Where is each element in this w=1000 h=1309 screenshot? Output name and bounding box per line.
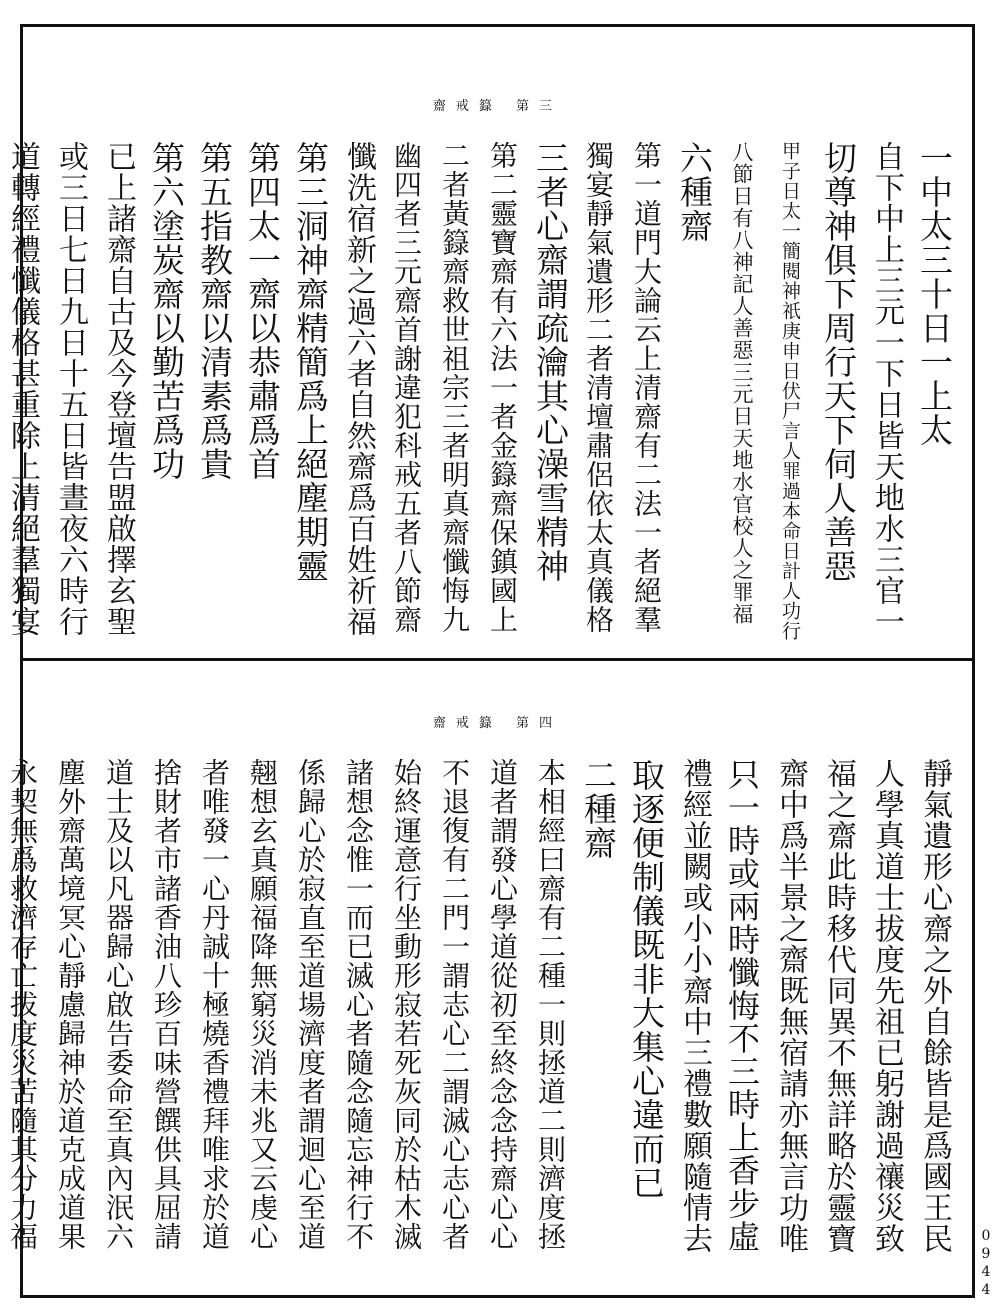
text-column: 只一時或兩時懺悔不三時上香步虛	[723, 758, 761, 1253]
text-column: 道士及以凡器歸心啟告委命至真內泯六	[102, 758, 135, 1251]
text-column: 取逐便制儀既非大集心違而已	[627, 758, 666, 1200]
text-column: 六種齋	[675, 141, 714, 243]
text-column: 者唯發一心丹誠十極燒香禮拜唯求於道	[198, 758, 231, 1251]
text-column: 始終運意行坐動形寂若死灰同於枯木滅	[390, 758, 423, 1251]
text-column: 翹想玄真願福降無窮災消未兆又云虔心	[246, 758, 279, 1251]
text-column: 係歸心於寂直至道場濟度者謂迴心至道	[294, 758, 327, 1251]
text-column: 捨財者市諸香油八珍百味營饌供具屈請	[150, 758, 183, 1251]
text-column: 獨宴靜氣遺形二者清壇肅侶依太真儀格	[582, 141, 615, 634]
text-column: 諸想念惟一而已滅心者隨念隨忘神行不	[342, 758, 375, 1251]
text-column: 齋中爲半景之齋既無宿請亦無言功唯	[773, 758, 808, 1254]
text-column: 已上諸齋自古及今登壇告盟啟擇玄聖	[101, 141, 136, 637]
text-column: 道者謂發心學道從初至終念念持齋心心	[486, 758, 519, 1251]
text-column: 切尊神俱下周行天下伺人善惡	[819, 141, 858, 583]
text-column: 或三日七日九日十五日皆晝夜六時行	[53, 141, 88, 637]
text-column: 第四太一齋以恭肅爲首	[243, 141, 282, 481]
top-panel	[5, 95, 955, 645]
text-column: 第五指教齋以清素爲貴	[195, 141, 234, 481]
text-column: 甲子日太一簡閱神祇庚申日伏尸言人罪過本命日計人功行	[779, 141, 801, 641]
bottom-panel-header: 齋戒籙 第四	[432, 716, 563, 731]
top-panel-header: 齋戒籙 第三	[432, 99, 563, 114]
text-column: 幽四者三元齋首謝違犯科戒五者八節齋	[390, 141, 423, 634]
text-column: 八節日有八神記人善惡三元日天地水官校人之罪福	[730, 141, 754, 625]
top-panel-columns	[1, 141, 955, 641]
text-column: 塵外齋萬境冥心靜慮歸神於道克成道果	[54, 758, 87, 1251]
text-column: 三者心齋謂疏瀹其心澡雪精神	[531, 141, 570, 583]
text-column: 自下中上三元一下日皆天地水三官一	[869, 141, 904, 637]
text-column: 道轉經禮懺儀格甚重除上清絕羣獨宴	[5, 141, 40, 637]
text-column: 禮經並闕或小小齋中三禮數願隨情去	[677, 758, 712, 1254]
text-column: 人學真道士拔度先祖已躬謝過禳災致	[869, 758, 904, 1254]
text-column: 第一道門大論云上清齋有二法一者絕羣	[630, 141, 663, 634]
panel-divider	[20, 658, 975, 661]
text-column: 懺洗宿新之過六者自然齋爲百姓祈福	[341, 141, 376, 637]
text-column: 第二靈寶齋有六法一者金籙齋保鎮國上	[486, 141, 519, 634]
page-number: 0944	[978, 1228, 994, 1300]
text-column: 第六塗炭齋以勤苦爲功	[147, 141, 186, 481]
text-column: 第三洞神齋精簡爲上絕塵期靈	[291, 141, 330, 583]
text-column: 二種齋	[579, 758, 618, 860]
text-column: 二者黃籙齋救世祖宗三者明真齋懺悔九	[438, 141, 471, 634]
text-column: 本相經曰齋有二種一則拯道二則濟度拯	[534, 758, 567, 1251]
text-column: 一中太三十日一上太	[915, 141, 954, 447]
bottom-panel	[6, 712, 955, 1262]
text-column: 靜氣遺形心齋之外自餘皆是爲國王民	[917, 758, 952, 1254]
text-column: 永契無爲救濟存亡拔度災苦隨其分力福	[6, 758, 39, 1251]
text-column: 福之齋此時移代同異不無詳略於靈寶	[821, 758, 856, 1254]
text-column: 不退復有二門一謂志心二謂滅心志心者	[438, 758, 471, 1251]
bottom-panel-columns	[1, 758, 955, 1258]
